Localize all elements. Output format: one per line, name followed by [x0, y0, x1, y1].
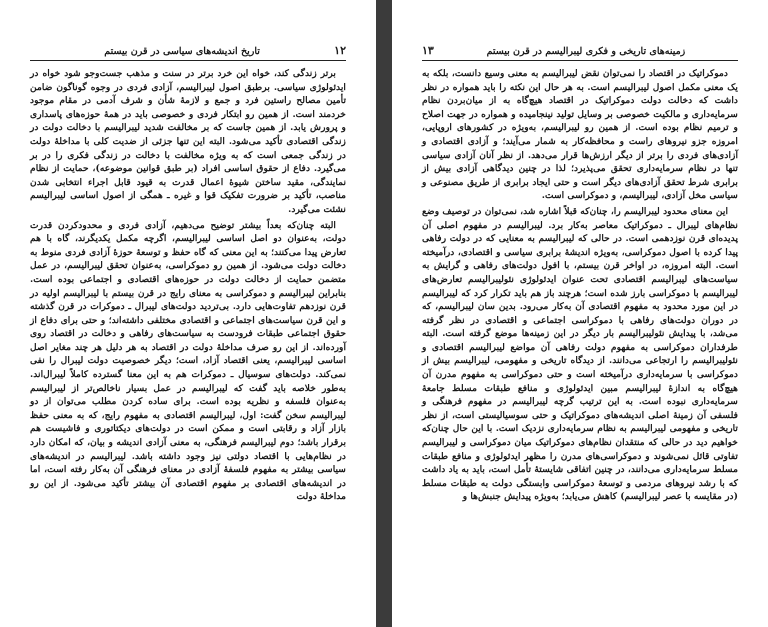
left-page-running-title: تاریخ اندیشه‌های سیاسی در قرن بیستم: [104, 46, 260, 57]
paragraph: البته چنان‌که بعداً بیشتر توضیح می‌دهیم، آزادی فردی و محدودکردن قدرت دولت، به‌عنوان دو اصل اساسی لیبرالیسم، اگرچه مکمل یکدیگرند، گاه با هم تعارض پیدا می‌کنند؛ به این معنی که گاه حفظ و توسعهٔ حوزهٔ آزادی فردی منوط به دخالت دولت می‌شود. از همین رو دموکراسی، به‌عنوان تحقق لیبرالیسم، در عمل متضمن حمایت از دخالت دولت در حوزه‌های اقتصادی و اجتماعی بوده است. بنابراین لیبرالیسم و دموکراسی به معنای رایج در قرن بیستم با لیبرالیسم اولیه در قرن نوزدهم تفاوت‌هایی دارد. بی‌تردید دولت‌های لیبرال ـ دموکرات در قرن گذشته و این قرن سیاست‌های اجتماعی و اقتصادی مختلفی داشته‌اند؛ و حتی برای دفاع از حقوق اجتماعی طبقات فرودست به سیاست‌های رفاهی و دخالت در اقتصاد روی آورده‌اند. از این رو صرف مداخلهٔ دولت در اقتصاد به هر دلیل هر چند مغایر اصل اساسی لیبرالیسم، یعنی اقتصاد آزاد، است؛ دیگر خصوصیت دولت لیبرال را نفی نمی‌کند. دولت‌های سوسیال ـ دموکرات هم به این معنا گسترده کاملاً لیبرال‌اند. به‌طور خلاصه باید گفت که لیبرالیسم در عمل بسیار ناخالص‌تر از لیبرالیسم به‌عنوان فلسفه و نظریه بوده است. برای ساده کردن مطلب می‌توان از دو لیبرالیسم سخن گفت: اول، لیبرالیسم اقتصادی به مفهوم رایج، که به معنی حفظ بازار آزاد و رقابتی است و ممکن است در دولت‌های دیکتاتوری و فاشیست هم برقرار باشد؛ دوم لیبرالیسم فرهنگی، به معنی آزادی اندیشه و بیان، که امکان دارد در نظام‌هایی با اقتصاد دولتی نیز وجود داشته باشد. لیبرالیسم در اندیشه‌های سیاسی بیشتر به مفهوم فلسفهٔ آزادی در معنای فرهنگی آن به‌کار رفته است، اما در اندیشه‌های اقتصادی بر مفهوم اقتصادی آن بیشتر تأکید می‌شود. از این رو مداخلهٔ دولت: [30, 219, 346, 503]
right-page-running-title: زمینه‌های تاریخی و فکری لیبرالیسم در قرن بیستم: [486, 46, 686, 57]
left-page-body: [30, 67, 346, 504]
paragraph: دموکراتیک در اقتصاد را نمی‌توان نقض لیبرالیسم به معنی وسیع دانست، بلکه به یک معنی مکمل اصول لیبرالیسم است. به هر حال این نکته را باید همواره در نظر داشت که دخالت دولت دموکراتیک در اقتصاد هیچ‌گاه به از میان‌بردن نظام سرمایه‌داری و مالکیت خصوصی بر وسایل تولید نینجامیده و همواره در جهت اصلاح و ترمیم نظام بوده است. از همین رو لیبرالیسم، به‌ویژه در کشورهای اروپایی، امروزه جزو نیروهای راست و محافظه‌کار به شمار می‌آیند؛ و آزادی اقتصادی و آزادی‌های فردی را برتر از دیگر ارزش‌ها قرار می‌دهد. از نظر آنان آزادی سیاسی تنها در نظام سرمایه‌داری تحقق می‌پذیرد؛ لذا در چنین دیدگاهی آزادی بیش از برابری شرط تحقق آزادی‌های دیگر است و حتی ایجاد برابری از طریق مصنوعی و سیاسی مخل آزادی، لیبرالیسم، و دموکراسی است.: [422, 68, 738, 202]
paragraph: برتر زندگی کند، خواه این خرد برتر در سنت و مذهب جست‌وجو شود خواه در ایدئولوژی سیاسی. برطبق اصول لیبرالیسم، آزادی فردی در وجوه گوناگون ضامن تأمین مصالح راستین فرد و جمع و لازمهٔ شأن و شرف آدمی در مقام موجود خردمند است. از همین رو ابتکار فردی و خصوصی باید در همهٔ حوزه‌های پاسداری و پرورش یابد. از همین جاست که بر مخالفت شدید لیبرالیسم با دخالت دولت در زندگی اقتصادی تأکید می‌شود. البته این تنها جزئی از ضدیت کلی با مداخلهٔ دولت در زندگی جمعی است که به ویژه مخالفت با دخالت در زندگی فکری را در بر می‌گیرد. دفاع از حقوق اساسی افراد (بر طبق قوانین موضوعه)، حمایت از نظام نمایندگی، مقید ساختن شیوهٔ اعمال قدرت به قیود قابل اجراء انتخابی شدن مناصب، تأکید بر ضرورت تفکیک قوا و غیره ـ همگی از اصول اساسی لیبرالیسم نشئت می‌گیرد.: [30, 68, 346, 215]
book-gutter: [376, 0, 392, 627]
left-page-number: ۱۲: [334, 44, 346, 57]
right-page-header: [422, 44, 738, 61]
left-page: [0, 0, 376, 627]
right-page-number: ۱۳: [422, 44, 434, 57]
right-page-body: [422, 67, 738, 504]
left-page-header: [30, 44, 346, 61]
paragraph: این معنای محدود لیبرالیسم را، چنان‌که قبلاً اشاره شد، نمی‌توان در توصیف وضع نظام‌های لیبرال ـ دموکراتیک معاصر به‌کار برد. لیبرالیسم در مفهوم اصلی آن پدیده‌ای قرن نوزدهمی است. در حالی که لیبرالیسم به معنایی که در دولت رفاهی پیدا کرده با اصول دموکراسی، به‌ویژه اندیشهٔ برابری سیاسی و اقتصادی، درآمیخته است. البته امروزه، در اواخر قرن بیستم، با افول دولت‌های رفاهی و گرایش به سیاست‌های لیبرالیسم اقتصادی تحت عنوان ایدئولوژی نئولیبرالیسم تعارض‌های لیبرالیسم با دموکراسی بارز شده است؛ هرچند باز هم باید تکرار کرد که لیبرالیسم در این مورد محدود به مفهوم اقتصادی آن به‌کار می‌رود. بدین سان لیبرالیسم، که در دوران دولت‌های رفاهی با دموکراسی اجتماعی و اقتصادی در نظر گرفته می‌شد، با پیدایش نئولیبرالیسم بار دیگر در این زمینه‌ها موضع گرفته است. البته طرفداران دموکراسی به مفهوم دولت رفاهی آن مواضع لیبرالیسم اقتصادی و نئولیبرالیسم را ارتجاعی می‌دانند. از دیدگاه تاریخی و مفهومی، لیبرالیسم بیش از دموکراسی با سرمایه‌داری درآمیخته است و حتی دموکراسی به مفهوم مدرن آن هیچ‌گاه به اندازهٔ لیبرالیسم مبین ایدئولوژی و منافع طبقات مسلط جامعهٔ سرمایه‌داری نبوده است. به این ترتیب گرچه لیبرالیسم در مفهوم فرهنگی و فلسفی آن زمینهٔ اصلی اندیشه‌های دموکراتیک و حتی سوسیالیستی است، از نظر تاریخی و مفهومی لیبرالیسم به نظام سرمایه‌داری نزدیک است. با این حال چنان‌که خواهیم دید در حالی که منتقدان نظام‌های دموکراتیک میان دموکراسی و لیبرالیسم تفاوتی قائل نمی‌شوند و دموکراسی‌های مدرن را مظهر ایدئولوژی و منافع طبقات مسلط سرمایه‌داری می‌دانند، در چنین اتفاقی شایستهٔ تأمل است، باید به یاد داشت که با رشد نیروهای مردمی و توسعهٔ دموکراسی وابستگی دولت به طبقات مسلط (در مقایسه با عصر لیبرالیسم) کاهش می‌یابد؛ به‌ویژه پیدایش جنبش‌ها و: [422, 205, 738, 503]
right-page: [392, 0, 768, 627]
